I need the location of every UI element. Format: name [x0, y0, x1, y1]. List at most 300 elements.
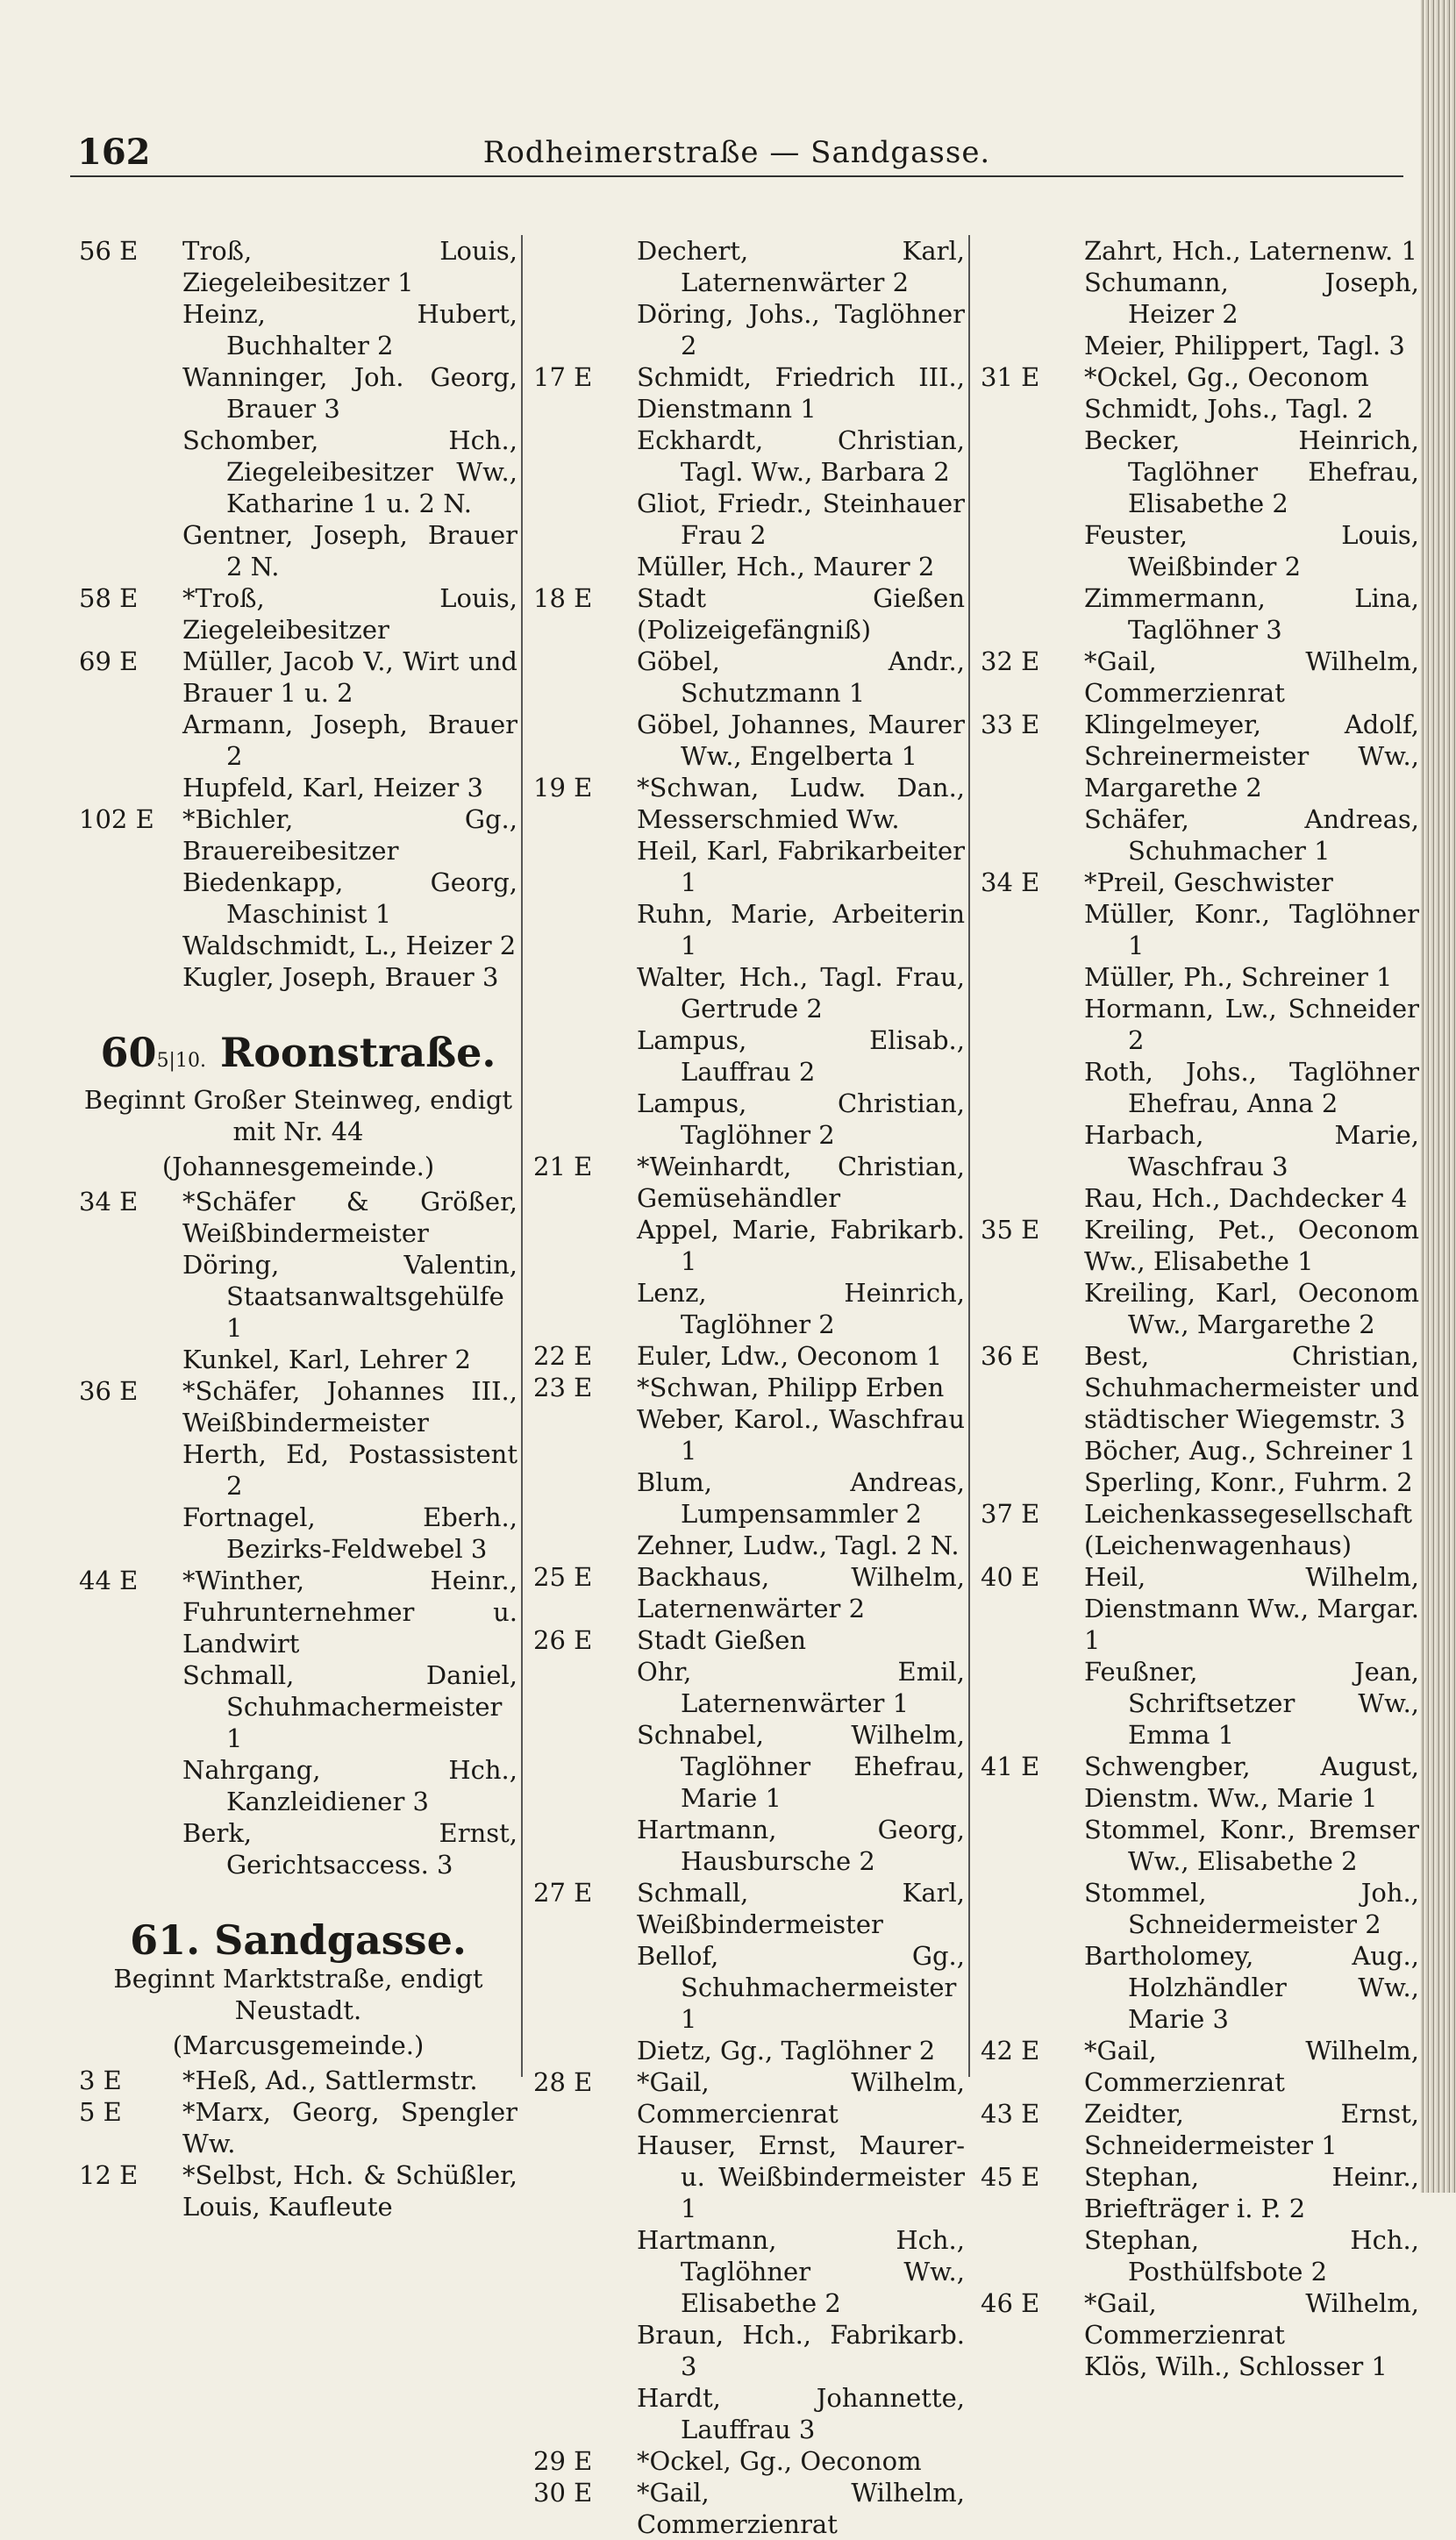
- rodheimerstrasse-entries: [79, 235, 517, 993]
- house-number: 25 E: [533, 1562, 593, 1592]
- house-entry: [981, 2161, 1419, 2224]
- house-number: [533, 1214, 637, 1277]
- entry-text: *Ockel, Gg., Oeconom: [1084, 362, 1369, 392]
- entry-text: Schmall, Daniel, Schuhmachermeister 1: [182, 1660, 517, 1753]
- house-number: [533, 2382, 637, 2445]
- house-number: [533, 1656, 637, 1719]
- entry-text: *Preil, Geschwister: [1084, 867, 1333, 897]
- house-number: [533, 2224, 637, 2319]
- entry-text: Kreiling, Pet., Oeconom Ww., Elisabethe 1: [1084, 1215, 1419, 1276]
- house-number: [533, 1719, 637, 1814]
- entry-text: Walter, Hch., Tagl. Frau, Gertrude 2: [637, 962, 965, 1024]
- house-number: 23 E: [533, 1373, 593, 1402]
- entry-text: Klös, Wilh., Schlosser 1: [1084, 2351, 1388, 2381]
- resident-entry: [533, 2319, 965, 2382]
- entry-text: Kugler, Joseph, Brauer 3: [182, 962, 499, 992]
- resident-entry: [981, 1119, 1419, 1182]
- page-edge: [1421, 0, 1456, 2193]
- entry-text: Heil, Wilhelm, Dienstmann Ww., Margar. 1: [1084, 1562, 1419, 1655]
- resident-entry: [981, 267, 1419, 330]
- house-number: [981, 1656, 1084, 1751]
- house-number: [533, 2319, 637, 2382]
- house-number: [981, 898, 1084, 961]
- house-number: [533, 1024, 637, 1088]
- resident-entry: [533, 2382, 965, 2445]
- entry-text: Blum, Andreas, Lumpensammler 2: [637, 1467, 965, 1529]
- entry-text: *Schäfer, Johannes III., Weißbindermeister: [182, 1376, 517, 1438]
- entry-text: Döring, Valentin, Staatsanwaltsgehülfe 1: [182, 1250, 517, 1343]
- entry-text: Böcher, Aug., Schreiner 1: [1084, 1436, 1417, 1466]
- house-number: [79, 1344, 182, 1375]
- entry-text: Lampus, Elisab., Lauffrau 2: [637, 1025, 965, 1087]
- entry-text: Dietz, Gg., Taglöhner 2: [637, 2036, 936, 2066]
- resident-entry: [533, 709, 965, 772]
- entry-text: Troß, Louis, Ziegeleibesitzer 1: [182, 236, 517, 297]
- entry-text: *Selbst, Hch. & Schüßler, Louis, Kaufleute: [182, 2160, 517, 2222]
- entry-text: Heil, Karl, Fabrikarbeiter 1: [637, 836, 965, 897]
- resident-entry: [981, 993, 1419, 1056]
- house-number: [79, 361, 182, 425]
- resident-entry: [533, 1024, 965, 1088]
- entry-text: Fortnagel, Eberh., Bezirks-Feldwebel 3: [182, 1502, 517, 1564]
- house-entry: [79, 1565, 517, 1659]
- page-number: 162: [77, 132, 151, 173]
- resident-entry: [79, 1502, 517, 1565]
- house-number: [981, 961, 1084, 993]
- entry-text: Stommel, Joh., Schneidermeister 2: [1084, 1878, 1419, 1939]
- entry-text: Best, Christian, Schuhmachermeister und städtischer Wiegemstr. 3: [1084, 1341, 1419, 1434]
- running-title: Rodheimerstraße — Sandgasse.: [482, 135, 991, 170]
- resident-entry: [79, 709, 517, 772]
- entry-text: Zehner, Ludw., Tagl. 2 N.: [637, 1530, 960, 1560]
- house-number: [79, 1754, 182, 1817]
- house-entry: [981, 1214, 1419, 1277]
- house-entry: [981, 1561, 1419, 1656]
- house-entry: [533, 1151, 965, 1214]
- house-number: 34 E: [79, 1187, 139, 1216]
- house-number: [79, 772, 182, 803]
- house-number: [79, 1438, 182, 1502]
- house-number: [981, 425, 1084, 519]
- resident-entry: [79, 1659, 517, 1754]
- house-number: 40 E: [981, 1562, 1040, 1592]
- sandgasse-entries: [981, 235, 1419, 2382]
- house-number: 44 E: [79, 1566, 139, 1595]
- house-number: 30 E: [533, 2478, 593, 2508]
- house-number: [533, 1530, 637, 1561]
- entry-text: Schäfer, Andreas, Schuhmacher 1: [1084, 804, 1419, 866]
- entry-text: Stommel, Konr., Bremser Ww., Elisabethe 2: [1084, 1815, 1419, 1876]
- house-entry: [79, 1186, 517, 1249]
- house-number: [981, 582, 1084, 646]
- resident-entry: [533, 1719, 965, 1814]
- resident-entry: [79, 1344, 517, 1375]
- resident-entry: [79, 425, 517, 519]
- resident-entry: [981, 803, 1419, 867]
- entry-text: Hartmann, Georg, Hausbursche 2: [637, 1815, 965, 1876]
- house-number: [533, 1277, 637, 1340]
- house-number: [79, 1659, 182, 1754]
- page-header: [70, 132, 1403, 175]
- house-entry: [533, 1372, 965, 1403]
- resident-entry: [79, 1438, 517, 1502]
- house-number: [533, 961, 637, 1024]
- house-number: 31 E: [981, 362, 1040, 392]
- house-number: [533, 1466, 637, 1530]
- entry-text: Feußner, Jean, Schriftsetzer Ww., Emma 1: [1084, 1657, 1419, 1750]
- house-number: [981, 1940, 1084, 2035]
- resident-entry: [79, 961, 517, 993]
- entry-text: *Gail, Wilhelm, Commerzienrat: [1084, 2036, 1419, 2097]
- street-note: Beginnt Großer Steinweg, endigt mit Nr. 44: [83, 1085, 513, 1146]
- house-entry: [533, 1624, 965, 1656]
- parish: (Johannesgemeinde.): [161, 1152, 435, 1181]
- entry-text: *Schäfer & Größer, Weißbindermeister: [182, 1187, 517, 1248]
- house-number: 102 E: [79, 804, 154, 834]
- roonstrasse-entries: [79, 1186, 517, 1880]
- house-number: 26 E: [533, 1625, 593, 1655]
- house-number: 18 E: [533, 583, 593, 613]
- resident-entry: [981, 1940, 1419, 2035]
- resident-entry: [981, 1277, 1419, 1340]
- house-number: 12 E: [79, 2160, 139, 2190]
- house-number: [533, 298, 637, 361]
- house-entry: [79, 235, 517, 298]
- resident-entry: [533, 2035, 965, 2066]
- house-number: 34 E: [981, 867, 1040, 897]
- resident-entry: [981, 1182, 1419, 1214]
- entry-text: Zahrt, Hch., Laternenw. 1: [1084, 236, 1417, 266]
- house-number: [79, 1502, 182, 1565]
- entry-text: Braun, Hch., Fabrikarb. 3: [637, 2320, 965, 2381]
- house-number: [981, 235, 1084, 267]
- resident-entry: [981, 1877, 1419, 1940]
- entry-text: Euler, Ldw., Oeconom 1: [637, 1341, 943, 1371]
- column-1: [79, 235, 517, 2222]
- resident-entry: [981, 1056, 1419, 1119]
- resident-entry: [533, 898, 965, 961]
- resident-entry: [533, 425, 965, 488]
- street-number: 61.: [130, 1916, 201, 1964]
- entry-text: Waldschmidt, L., Heizer 2: [182, 931, 517, 960]
- house-number: [981, 267, 1084, 330]
- house-number: [533, 488, 637, 551]
- house-number: 32 E: [981, 646, 1040, 676]
- entry-text: Göbel, Johannes, Maurer Ww., Engelberta 1: [637, 710, 965, 771]
- entry-text: Hardt, Johannette, Lauffrau 3: [637, 2383, 965, 2444]
- entry-text: *Gail, Wilhelm, Commerzienrat: [1084, 646, 1419, 708]
- resident-entry: [533, 1277, 965, 1340]
- house-entry: [981, 361, 1419, 393]
- entry-text: Schumann, Joseph, Heizer 2: [1084, 268, 1419, 329]
- house-number: [533, 2130, 637, 2224]
- column-rule: [521, 235, 523, 2077]
- house-number: 56 E: [79, 236, 139, 266]
- house-number: 58 E: [79, 583, 139, 613]
- house-number: [79, 519, 182, 582]
- house-number: [981, 993, 1084, 1056]
- house-number: [79, 709, 182, 772]
- entry-text: Göbel, Andr., Schutzmann 1: [637, 646, 965, 708]
- entry-text: Bellof, Gg., Schuhmachermeister 1: [637, 1941, 965, 2034]
- resident-entry: [981, 1814, 1419, 1877]
- house-number: [79, 298, 182, 361]
- house-number: 69 E: [79, 646, 139, 676]
- house-number: [981, 330, 1084, 361]
- entry-text: *Winther, Heinr., Fuhrunternehmer u. Landwirt: [182, 1566, 517, 1659]
- entry-text: Kunkel, Karl, Lehrer 2: [182, 1345, 472, 1374]
- entry-text: Müller, Ph., Schreiner 1: [1084, 962, 1393, 992]
- house-entry: [533, 1877, 965, 1940]
- house-number: [533, 425, 637, 488]
- house-entry: [533, 1561, 965, 1624]
- house-entry: [981, 646, 1419, 709]
- house-number: [79, 1249, 182, 1344]
- resident-entry: [79, 1249, 517, 1344]
- house-number: [981, 1814, 1084, 1877]
- resident-entry: [79, 519, 517, 582]
- entry-text: Stephan, Hch., Posthülfsbote 2: [1084, 2225, 1419, 2287]
- house-entry: [981, 1751, 1419, 1814]
- entry-text: Stadt Gießen (Polizeigefängniß): [637, 583, 965, 645]
- entry-text: Lampus, Christian, Taglöhner 2: [637, 1088, 965, 1150]
- entry-text: Hormann, Lw., Schneider 2: [1084, 994, 1419, 1055]
- resident-entry: [79, 361, 517, 425]
- resident-entry: [533, 2224, 965, 2319]
- entry-text: Stadt Gießen: [637, 1625, 807, 1655]
- house-entry: [981, 1498, 1419, 1561]
- house-number: 36 E: [79, 1376, 139, 1406]
- house-number: [981, 1182, 1084, 1214]
- resident-entry: [533, 1403, 965, 1466]
- house-entry: [533, 2477, 965, 2540]
- entry-text: *Bichler, Gg., Brauereibesitzer: [182, 804, 517, 866]
- entry-text: Harbach, Marie, Waschfrau 3: [1084, 1120, 1419, 1181]
- entry-text: Nahrgang, Hch., Kanzleidiener 3: [182, 1755, 517, 1816]
- house-number: 35 E: [981, 1215, 1040, 1245]
- entry-text: Herth, Ed, Postassistent 2: [182, 1439, 517, 1501]
- house-entry: [533, 361, 965, 425]
- resident-entry: [533, 646, 965, 709]
- house-number: 28 E: [533, 2067, 593, 2097]
- house-number: [533, 235, 637, 298]
- entry-text: Döring, Johs., Taglöhner 2: [637, 299, 965, 360]
- house-number: [533, 1940, 637, 2035]
- entry-text: Berk, Ernst, Gerichtsaccess. 3: [182, 1818, 517, 1880]
- entry-text: Dechert, Karl, Laternenwärter 2: [637, 236, 965, 297]
- resident-entry: [981, 1466, 1419, 1498]
- resident-entry: [533, 1940, 965, 2035]
- house-entry: [533, 582, 965, 646]
- entry-text: Gliot, Friedr., Steinhauer Frau 2: [637, 489, 965, 550]
- entry-text: *Troß, Louis, Ziegeleibesitzer: [182, 583, 517, 645]
- house-entry: [79, 582, 517, 646]
- house-number: 19 E: [533, 773, 593, 803]
- resident-entry: [981, 1435, 1419, 1466]
- entry-text: Ohr, Emil, Laternenwärter 1: [637, 1657, 965, 1718]
- entry-text: Stephan, Heinr., Briefträger i. P. 2: [1084, 2162, 1419, 2223]
- street-heading-sandgasse: [79, 1916, 517, 1964]
- entry-text: Feuster, Louis, Weißbinder 2: [1084, 520, 1419, 581]
- entry-text: Weber, Karol., Waschfrau 1: [637, 1404, 965, 1466]
- house-entry: [79, 1375, 517, 1438]
- entry-text: Biedenkapp, Georg, Maschinist 1: [182, 867, 517, 929]
- house-number: 3 E: [79, 2066, 122, 2095]
- house-number: [533, 835, 637, 898]
- entry-text: Schmall, Karl, Weißbindermeister: [637, 1878, 965, 1939]
- header-rule: [70, 175, 1403, 177]
- street-note: Beginnt Marktstraße, endigt Neustadt.: [113, 1964, 483, 2025]
- resident-entry: [79, 867, 517, 930]
- entry-text: Zimmermann, Lina, Taglöhner 3: [1084, 583, 1419, 645]
- entry-text: Müller, Konr., Taglöhner 1: [1084, 899, 1419, 960]
- house-number: [981, 519, 1084, 582]
- resident-entry: [981, 519, 1419, 582]
- entry-text: Hartmann, Hch., Taglöhner Ww., Elisabethe 2: [637, 2225, 965, 2318]
- house-number: [533, 1088, 637, 1151]
- sandgasse-entries: [533, 235, 965, 2540]
- house-number: [533, 1403, 637, 1466]
- house-entry: [981, 1340, 1419, 1435]
- column-3: [981, 235, 1419, 2382]
- entry-text: *Gail, Wilhelm, Commerzienrat: [1084, 2288, 1419, 2350]
- resident-entry: [533, 2130, 965, 2224]
- house-number: 36 E: [981, 1341, 1040, 1371]
- entry-text: Bartholomey, Aug., Holzhändler Ww., Marie 3: [1084, 1941, 1419, 2034]
- entry-text: Becker, Heinrich, Taglöhner Ehefrau, Elisabethe 2: [1084, 425, 1419, 518]
- resident-entry: [533, 961, 965, 1024]
- entry-text: Gentner, Joseph, Brauer 2 N.: [182, 520, 517, 581]
- resident-entry: [981, 961, 1419, 993]
- resident-entry: [981, 582, 1419, 646]
- parish: (Marcusgemeinde.): [172, 2030, 425, 2060]
- entry-text: *Ockel, Gg., Oeconom: [637, 2446, 922, 2476]
- resident-entry: [533, 488, 965, 551]
- resident-entry: [533, 835, 965, 898]
- house-entry: [981, 709, 1419, 803]
- sandgasse-entries: [79, 2065, 517, 2222]
- entry-text: Müller, Hch., Maurer 2: [637, 552, 935, 581]
- house-number: 21 E: [533, 1152, 593, 1181]
- entry-text: Klingelmeyer, Adolf, Schreinermeister Ww., Margarethe 2: [1084, 710, 1419, 803]
- house-number: 42 E: [981, 2036, 1040, 2066]
- resident-entry: [79, 930, 517, 961]
- resident-entry: [981, 393, 1419, 425]
- house-number: [79, 867, 182, 930]
- house-entry: [79, 803, 517, 867]
- resident-entry: [533, 1088, 965, 1151]
- house-number: [533, 1814, 637, 1877]
- entry-text: Hupfeld, Karl, Heizer 3: [182, 773, 483, 803]
- house-entry: [533, 2445, 965, 2477]
- house-number: [981, 2351, 1084, 2382]
- entry-text: *Heß, Ad., Sattlermstr.: [182, 2066, 478, 2095]
- resident-entry: [533, 1530, 965, 1561]
- house-number: 29 E: [533, 2446, 593, 2476]
- entry-text: Rau, Hch., Dachdecker 4: [1084, 1183, 1408, 1213]
- house-number: [533, 2035, 637, 2066]
- house-number: [981, 803, 1084, 867]
- resident-entry: [981, 1656, 1419, 1751]
- street-name: Roonstraße.: [219, 1029, 496, 1076]
- resident-entry: [981, 2224, 1419, 2287]
- house-number: [79, 425, 182, 519]
- street-number: 60: [100, 1029, 157, 1076]
- house-number: 41 E: [981, 1752, 1040, 1781]
- street-fraction: 5|10.: [156, 1050, 206, 1072]
- street-name: Sandgasse.: [214, 1916, 467, 1964]
- entry-text: Wanninger, Joh. Georg, Brauer 3: [182, 362, 517, 424]
- house-number: [533, 646, 637, 709]
- house-number: [981, 1877, 1084, 1940]
- entry-text: Heinz, Hubert, Buchhalter 2: [182, 299, 517, 360]
- house-number: [981, 1119, 1084, 1182]
- house-number: 43 E: [981, 2099, 1040, 2129]
- entry-text: Eckhardt, Christian, Tagl. Ww., Barbara 2: [637, 425, 965, 487]
- resident-entry: [981, 898, 1419, 961]
- resident-entry: [981, 425, 1419, 519]
- resident-entry: [533, 298, 965, 361]
- column-rule: [968, 235, 970, 2077]
- entry-text: Sperling, Konr., Fuhrm. 2: [1084, 1467, 1413, 1497]
- house-entry: [533, 1340, 965, 1372]
- column-2: [533, 235, 965, 2540]
- entry-text: Lenz, Heinrich, Taglöhner 2: [637, 1278, 965, 1339]
- street-heading-roonstrasse: [79, 1029, 517, 1077]
- entry-text: Meier, Philippert, Tagl. 3: [1084, 331, 1405, 360]
- entry-text: *Marx, Georg, Spengler Ww.: [182, 2097, 517, 2158]
- house-number: [981, 1435, 1084, 1466]
- entry-text: Roth, Johs., Taglöhner Ehefrau, Anna 2: [1084, 1057, 1419, 1118]
- entry-text: Zeidter, Ernst, Schneidermeister 1: [1084, 2099, 1419, 2160]
- house-entry: [79, 2065, 517, 2096]
- resident-entry: [533, 1214, 965, 1277]
- house-entry: [533, 2066, 965, 2130]
- house-number: 22 E: [533, 1341, 593, 1371]
- entry-text: Schnabel, Wilhelm, Taglöhner Ehefrau, Marie 1: [637, 1720, 965, 1813]
- house-number: [981, 1277, 1084, 1340]
- house-entry: [79, 2096, 517, 2159]
- entry-text: Schomber, Hch., Ziegeleibesitzer Ww., Katharine 1 u. 2 N.: [182, 425, 517, 518]
- resident-entry: [79, 298, 517, 361]
- house-number: [79, 1817, 182, 1880]
- entry-text: Backhaus, Wilhelm, Laternenwärter 2: [637, 1562, 965, 1623]
- house-number: [79, 930, 182, 961]
- entry-text: Hauser, Ernst, Maurer- u. Weißbindermeister 1: [637, 2130, 965, 2223]
- house-number: [981, 1056, 1084, 1119]
- house-entry: [79, 2159, 517, 2222]
- house-number: [79, 961, 182, 993]
- house-number: 27 E: [533, 1878, 593, 1908]
- resident-entry: [533, 235, 965, 298]
- house-number: 45 E: [981, 2162, 1040, 2192]
- house-number: [533, 898, 637, 961]
- house-entry: [79, 646, 517, 709]
- entry-text: Schwengber, August, Dienstm. Ww., Marie 1: [1084, 1752, 1419, 1813]
- resident-entry: [533, 1814, 965, 1877]
- resident-entry: [533, 1656, 965, 1719]
- resident-entry: [533, 551, 965, 582]
- entry-text: Kreiling, Karl, Oeconom Ww., Margarethe 2: [1084, 1278, 1419, 1339]
- resident-entry: [79, 772, 517, 803]
- house-entry: [981, 2035, 1419, 2098]
- entry-text: *Schwan, Ludw. Dan., Messerschmied Ww.: [637, 773, 965, 834]
- house-number: 5 E: [79, 2097, 122, 2127]
- entry-text: Ruhn, Marie, Arbeiterin 1: [637, 899, 965, 960]
- house-entry: [533, 772, 965, 835]
- entry-text: Appel, Marie, Fabrikarb. 1: [637, 1215, 965, 1276]
- entry-text: Müller, Jacob V., Wirt und Brauer 1 u. 2: [182, 646, 517, 708]
